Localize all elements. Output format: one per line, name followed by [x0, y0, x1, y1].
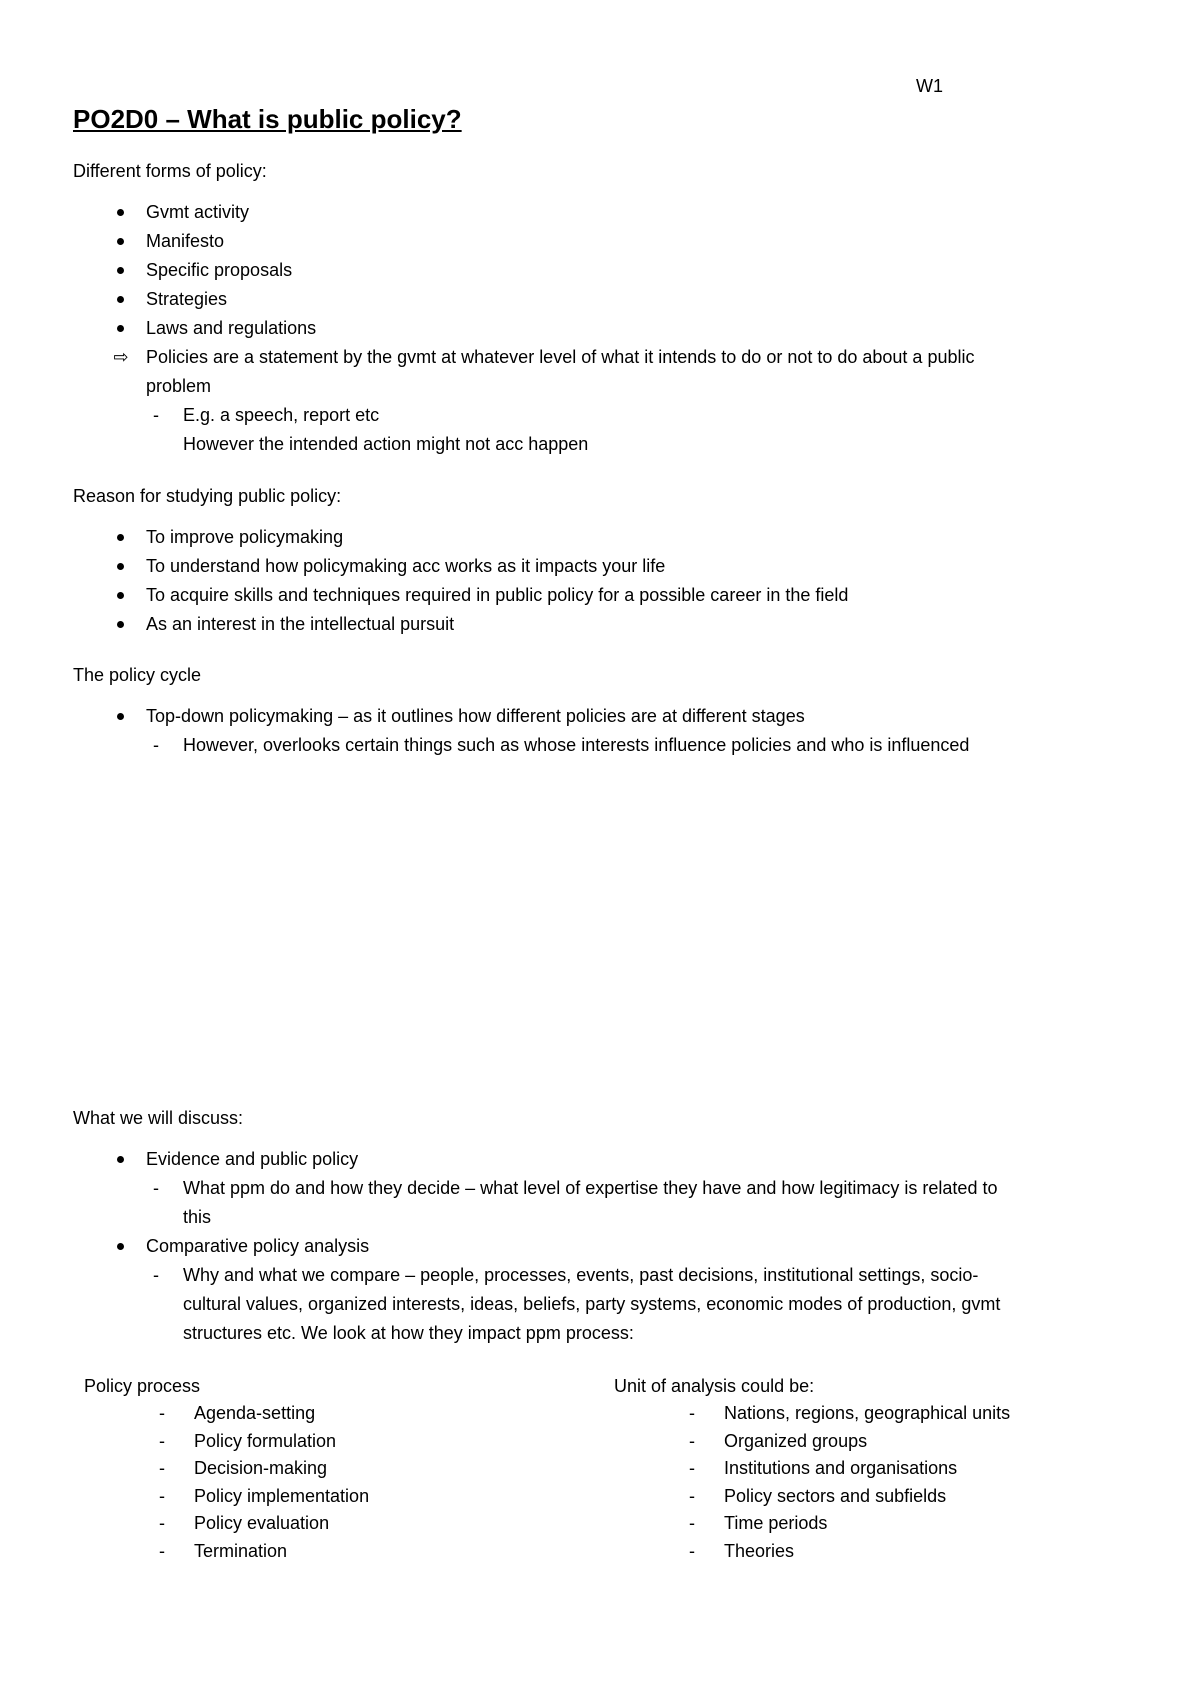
sub-list-item: - What ppm do and how they decide – what level of expertise they have and how legitimacy is related to — [73, 1174, 1133, 1203]
dash-icon: - — [153, 405, 159, 425]
sub-list-item-continuation: However the intended action might not acc happen — [183, 434, 589, 454]
list-item: - Policy evaluation — [84, 1510, 564, 1538]
list-item: To acquire skills and techniques required in public policy for a possible career in the field — [146, 585, 849, 605]
list-item: - Institutions and organisations — [614, 1455, 1094, 1483]
list-item: - Theories — [614, 1538, 1094, 1566]
dash-icon: - — [159, 1513, 165, 1533]
forms-section — [73, 157, 1133, 459]
list-item: Laws and regulations — [146, 318, 317, 338]
dash-icon: - — [159, 1430, 165, 1451]
list-item: - Decision-making — [84, 1455, 564, 1483]
dash-icon: - — [153, 1178, 159, 1198]
cycle-list — [73, 702, 1133, 760]
forms-heading: Different forms of policy: — [73, 161, 267, 181]
sub-list-item-continuation: cultural values, organized interests, ideas, beliefs, party systems, economic modes of production, gvmt — [183, 1294, 1001, 1314]
unit-analysis-heading: Unit of analysis could be: — [614, 1376, 815, 1396]
dash-icon: - — [689, 1540, 695, 1561]
discuss-list — [73, 1145, 1133, 1348]
list-item: ⇨ Policies are a statement by the gvmt at whatever level of what it intends to do or not to do about a public — [73, 343, 1133, 372]
list-item: - Policy formulation — [84, 1428, 564, 1456]
list-item: - Termination — [84, 1538, 564, 1566]
dash-icon: - — [689, 1403, 695, 1423]
list-item: Specific proposals — [146, 260, 293, 280]
list-item-continuation: problem — [146, 376, 212, 396]
list-item: - Organized groups — [614, 1428, 1094, 1456]
policy-process-column — [84, 1372, 564, 1565]
list-item: Comparative policy analysis — [146, 1236, 370, 1256]
sub-list-item: - Why and what we compare – people, processes, events, past decisions, institutional settings, socio- — [73, 1261, 1133, 1290]
list-item: Evidence and public policy — [146, 1149, 359, 1169]
sub-list-item: - However, overlooks certain things such as whose interests influence policies and who is influenced — [73, 731, 1133, 760]
forms-list — [73, 198, 1133, 459]
list-item: Strategies — [146, 289, 228, 309]
dash-icon: - — [153, 735, 159, 755]
discuss-section — [73, 1104, 1133, 1348]
arrow-right-icon: ⇨ — [113, 347, 129, 367]
sub-list-item: - E.g. a speech, report etc — [73, 401, 1133, 430]
list-item: Top-down policymaking – as it outlines how different policies are at different stages — [146, 706, 805, 726]
reasons-heading: Reason for studying public policy: — [73, 486, 342, 506]
list-item: - Policy sectors and subfields — [614, 1483, 1094, 1511]
dash-icon: - — [689, 1485, 695, 1506]
sub-list-item-continuation: structures etc. We look at how they impact ppm process: — [183, 1323, 634, 1343]
cycle-heading: The policy cycle — [73, 665, 202, 685]
list-item: To understand how policymaking acc works as it impacts your life — [146, 556, 666, 576]
sub-list-item-continuation: this — [183, 1207, 212, 1227]
discuss-heading: What we will discuss: — [73, 1108, 244, 1128]
list-item: Manifesto — [146, 231, 225, 251]
dash-icon: - — [159, 1458, 165, 1478]
dash-icon: - — [153, 1265, 159, 1285]
dash-icon: - — [159, 1403, 165, 1423]
dash-icon: - — [689, 1513, 695, 1533]
unit-analysis-column — [614, 1372, 1094, 1565]
list-item: - Policy implementation — [84, 1483, 564, 1511]
dash-icon: - — [689, 1430, 695, 1451]
policy-process-heading: Policy process — [84, 1376, 201, 1396]
cycle-section — [73, 661, 1133, 760]
list-item: - Nations, regions, geographical units — [614, 1400, 1094, 1428]
reasons-section — [73, 482, 1133, 639]
dash-icon: - — [159, 1540, 165, 1561]
list-item: As an interest in the intellectual pursuit — [146, 614, 455, 634]
dash-icon: - — [689, 1458, 695, 1478]
page-title: PO2D0 – What is public policy? — [73, 104, 462, 134]
list-item: - Agenda-setting — [84, 1400, 564, 1428]
dash-icon: - — [159, 1485, 165, 1506]
list-item: To improve policymaking — [146, 527, 344, 547]
list-item: - Time periods — [614, 1510, 1094, 1538]
list-item: Gvmt activity — [146, 202, 250, 222]
page-code: W1 — [916, 76, 943, 96]
reasons-list — [73, 523, 1133, 639]
